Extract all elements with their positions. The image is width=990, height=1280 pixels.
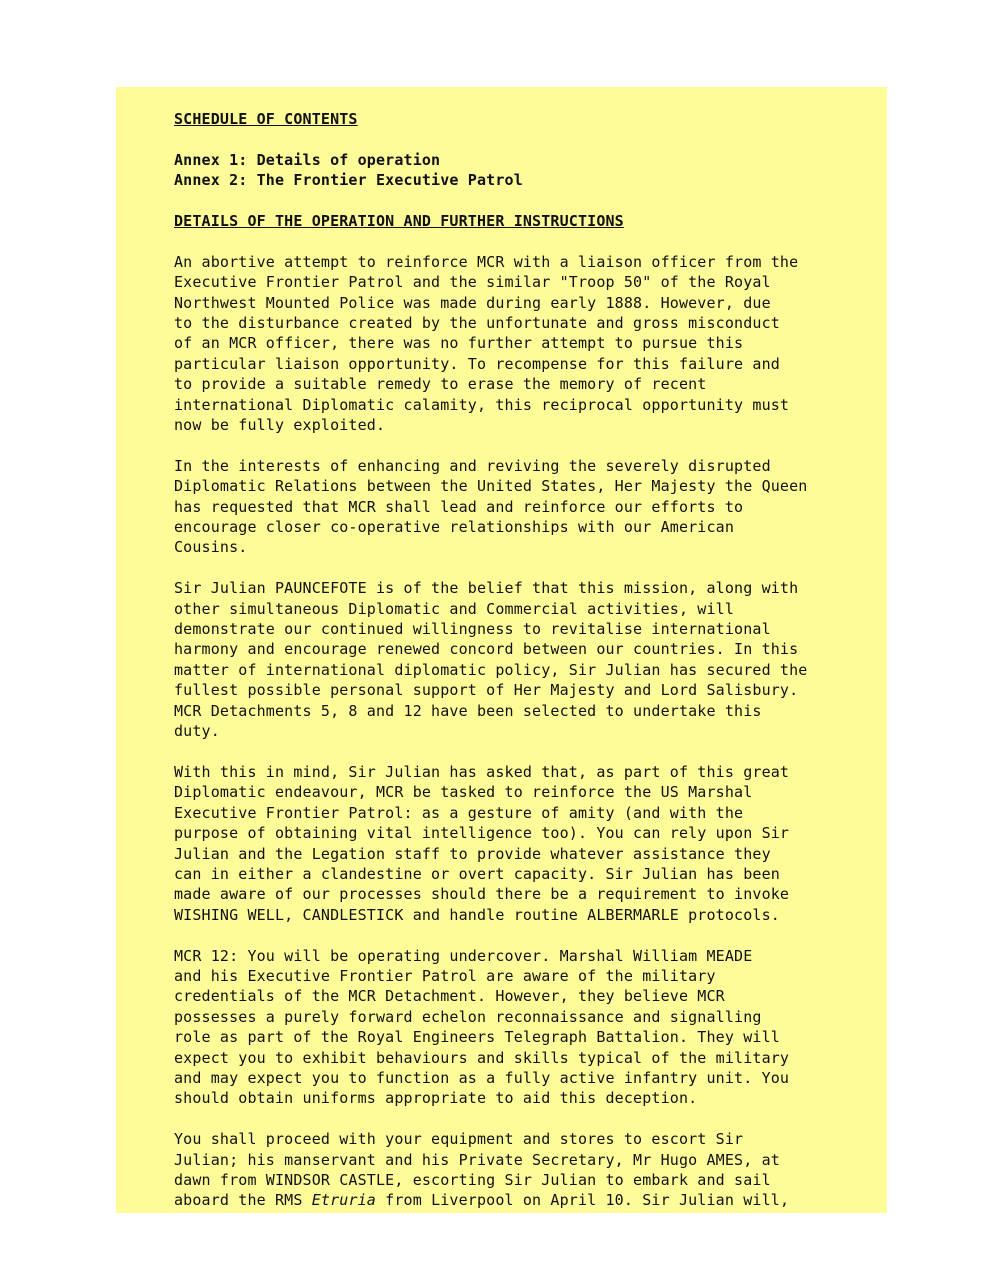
escort-text-start: You shall proceed with your equipment and stores to escort Sir Julian; his manservant and his Private Secretary, Mr Hugo AMES, at dawn from WINDSOR CASTLE, escorting Sir Julian to embark and sail aboard the RMS xyxy=(174,1130,780,1210)
annex-1-entry: Annex 1: Details of operation xyxy=(174,150,441,169)
paragraph-abortive-attempt: An abortive attempt to reinforce MCR with a liaison officer from the Executive Frontier Patrol and the similar "Troop 50" of the Royal Northwest Mounted Police was made during early 1888. However, due to the disturbance created by the unfortunate and gross misconduct of an MCR officer, there was no further attempt to pursue this particular liaison opportunity. To recompense for this failure and to provide a suitable remedy to erase the memory of recent international Diplomatic calamity, this reciprocal opportunity must now be fully exploited. xyxy=(174,252,799,435)
schedule-heading: SCHEDULE OF CONTENTS xyxy=(174,110,358,128)
annex-2-entry: Annex 2: The Frontier Executive Patrol xyxy=(174,171,523,190)
ship-name: Etruria xyxy=(311,1191,376,1210)
paragraph-escort-instructions xyxy=(174,1129,886,1211)
paragraph-diplomatic-relations: In the interests of enhancing and reviving the severely disrupted Diplomatic Relations between the United States, Her Majesty the Queen has requested that MCR shall lead and reinforce our efforts to encourage closer co-operative relationships with our American Cousins. xyxy=(174,456,808,557)
paragraph-mcr-12-undercover: MCR 12: You will be operating undercover. Marshal William MEADE and his Executive Frontier Patrol are aware of the military credentials of the MCR Detachment. However, they believe MCR possesses a purely forward echelon reconnaissance and signalling role as part of the Royal Engineers Telegraph Battalion. They will expect you to exhibit behaviours and skills typical of the military and may expect you to function as a fully active infantry unit. You should obtain uniforms appropriate to aid this deception. xyxy=(174,946,790,1108)
details-heading: DETAILS OF THE OPERATION AND FURTHER INSTRUCTIONS xyxy=(174,212,624,230)
escort-text-end: from Liverpool on April 10. Sir Julian will, xyxy=(375,1191,790,1210)
paragraph-pauncefote: Sir Julian PAUNCEFOTE is of the belief that this mission, along with other simultaneous Diplomatic and Commercial activities, will demonstrate our continued willingness to revitalise international harmony and encourage renewed concord between our countries. In this matter of international diplomatic policy, Sir Julian has secured the fullest possible personal support of Her Majesty and Lord Salisbury. MCR Detachments 5, 8 and 12 have been selected to undertake this duty. xyxy=(174,579,808,741)
document-page xyxy=(116,87,887,1213)
paragraph-mission-tasking: With this in mind, Sir Julian has asked that, as part of this great Diplomatic endeavour, MCR be tasked to reinforce the US Marshal Executive Frontier Patrol: as a gesture of amity (and with the purpose of obtaining vital intelligence too). You can rely upon Sir Julian and the Legation staff to provide whatever assistance they can in either a clandestine or overt capacity. Sir Julian has been made aware of our processes should there be a requirement to invoke WISHING WELL, CANDLESTICK and handle routine ALBERMARLE protocols. xyxy=(174,762,790,924)
document-body xyxy=(174,109,886,1211)
